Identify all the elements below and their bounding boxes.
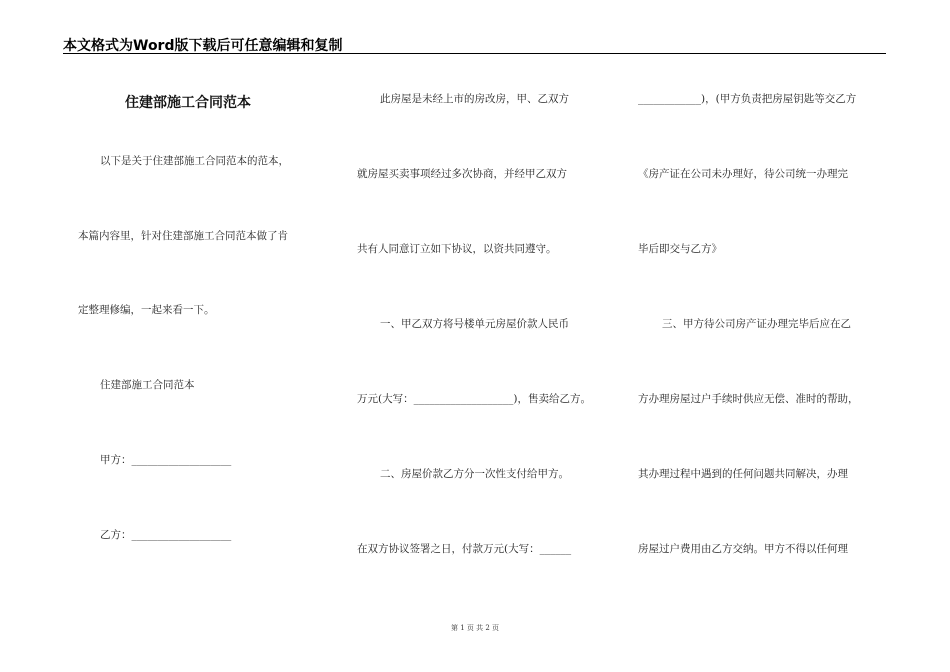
party-b-field: 乙方：___________________ <box>100 529 232 541</box>
page-footer: 第 1 页 共 2 页 <box>450 624 500 632</box>
col2-line-5: 万元(大写：___________________)，售卖给乙方。 <box>357 393 591 405</box>
col3-line-1: ____________)，(甲方负责把房屋钥匙等交乙方 <box>638 93 857 105</box>
col2-line-4: 一、甲乙双方将号楼单元房屋价款人民币 <box>380 318 569 330</box>
col1-line-4: 住建部施工合同范本 <box>100 379 195 391</box>
col1-line-1: 以下是关于住建部施工合同范本的范本， <box>100 155 289 167</box>
col3-line-5: 方办理房屋过户手续时供应无偿、准时的帮助， <box>638 393 859 405</box>
header-text: 本文格式为Word版下载后可任意编辑和复制 <box>63 38 343 54</box>
col1-line-3: 定整理修编，一起来看一下。 <box>78 304 215 316</box>
col3-line-3: 毕后即交与乙方》 <box>638 243 722 255</box>
col2-line-1: 此房屋是未经上市的房改房，甲、乙双方 <box>380 93 569 105</box>
document-title: 住建部施工合同范本 <box>125 95 251 111</box>
col3-line-4: 三、甲方待公司房产证办理完毕后应在乙 <box>662 318 851 330</box>
col3-line-6: 其办理过程中遇到的任何问题共同解决，办理 <box>638 468 848 480</box>
col2-line-6: 二、房屋价款乙方分一次性支付给甲方。 <box>380 468 569 480</box>
col2-line-2: 就房屋买卖事项经过多次协商，并经甲乙双方 <box>357 168 567 180</box>
page-header <box>63 34 886 54</box>
col2-line-3: 共有人同意订立如下协议，以资共同遵守。 <box>357 243 557 255</box>
col2-line-7: 在双方协议签署之日，付款万元(大写：______ <box>357 543 572 555</box>
col3-line-7: 房屋过户费用由乙方交纳。甲方不得以任何理 <box>638 543 848 555</box>
party-a-field: 甲方：___________________ <box>100 454 232 466</box>
col3-line-2: 《房产证在公司未办理好，待公司统一办理完 <box>638 168 848 180</box>
col1-line-2: 本篇内容里，针对住建部施工合同范本做了肯 <box>78 230 288 242</box>
